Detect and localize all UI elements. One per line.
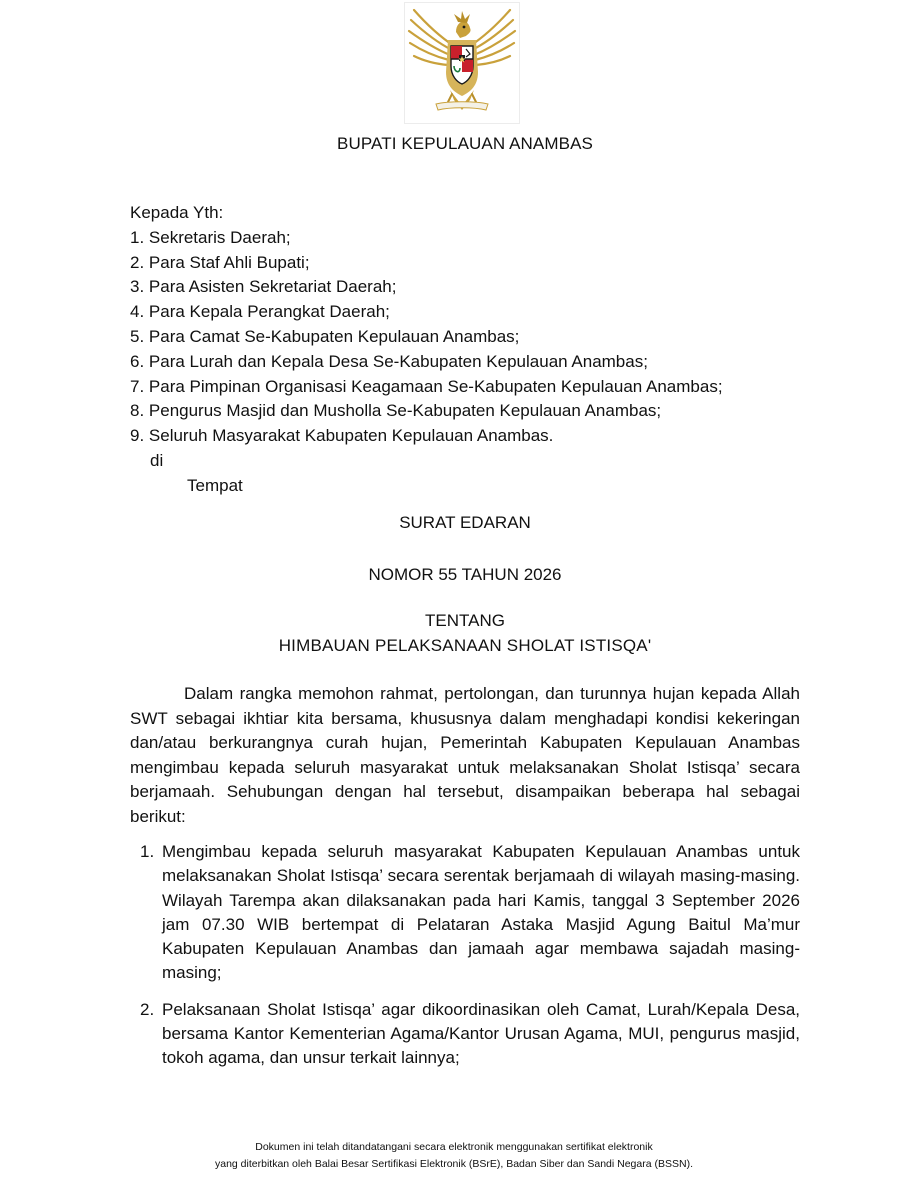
points-list [140, 840, 800, 1083]
issuer-title: BUPATI KEPULAUAN ANAMBAS [337, 134, 593, 153]
recipient-item: 8. Pengurus Masjid dan Musholla Se-Kabupaten Kepulauan Anambas; [130, 401, 662, 421]
list-item-number: 1. [140, 842, 155, 861]
document-subject: HIMBAUAN PELAKSANAAN SHOLAT ISTISQA' [278, 636, 652, 655]
addressee-di: di [150, 450, 164, 470]
addressee-block [130, 201, 723, 499]
recipient-item: 1. Sekretaris Daerah; [130, 227, 291, 247]
list-item-text: Mengimbau kepada seluruh masyarakat Kabupaten Kepulauan Anambas untuk melaksanakan Sholat Istisqa’ secara serentak berjamaah di wilayah masing-masing. Wilayah Tarempa akan dilaksanakan pada hari Kamis, tanggal 3 September 2026 jam 07.30 WIB bertempat di Pelataran Astaka Masjid Agung Baitul Ma’mur Kabupaten Kepulauan Anambas dan jamaah agar membawa sajadah masing-masing; [162, 842, 800, 983]
e-signature-footer [0, 1139, 908, 1173]
footer-line-2: yang diterbitkan oleh Balai Besar Sertifikasi Elektronik (BSrE), Badan Siber dan Sandi Negara (BSSN). [215, 1158, 693, 1170]
list-item [140, 998, 800, 1071]
document-type: SURAT EDARAN [399, 513, 531, 532]
recipient-item: 2. Para Staf Ahli Bupati; [130, 252, 310, 272]
addressee-greeting: Kepada Yth: [130, 203, 224, 222]
footer-line-1: Dokumen ini telah ditandatangani secara elektronik menggunakan sertifikat elektronik [255, 1141, 653, 1153]
list-item [140, 840, 800, 986]
list-item-number: 2. [140, 999, 155, 1019]
recipient-item: 7. Para Pimpinan Organisasi Keagamaan Se-Kabupaten Kepulauan Anambas; [130, 376, 723, 396]
document-number: NOMOR 55 TAHUN 2026 [368, 565, 562, 584]
recipient-item: 3. Para Asisten Sekretariat Daerah; [130, 277, 397, 297]
recipient-item: 4. Para Kepala Perangkat Daerah; [130, 302, 390, 322]
addressee-tempat: Tempat [187, 475, 243, 495]
recipient-item: 9. Seluruh Masyarakat Kabupaten Kepulauan Anambas. [130, 426, 554, 446]
list-item-text: Pelaksanaan Sholat Istisqa’ agar dikoordinasikan oleh Camat, Lurah/Kepala Desa, bersama Kantor Kementerian Agama/Kantor Urusan Agama, MUI, pengurus masjid, tokoh agama, dan unsur terkait lainnya; [162, 999, 800, 1068]
intro-paragraph: Dalam rangka memohon rahmat, pertolongan, dan turunnya hujan kepada Allah SWT sebagai ikhtiar kita bersama, khususnya dalam menghadapi kondisi kekeringan dan/atau berkurangnya curah hujan, Pemerintah Kabupaten Kepulauan Anambas mengimbau kepada seluruh masyarakat untuk melaksanakan Sholat Istisqa’ secara berjamaah. Sehubungan dengan hal tersebut, disampaikan beberapa hal sebagai berikut: [130, 684, 800, 826]
garuda-emblem [404, 2, 520, 124]
recipient-item: 5. Para Camat Se-Kabupaten Kepulauan Anambas; [130, 326, 520, 346]
recipient-item: 6. Para Lurah dan Kepala Desa Se-Kabupaten Kepulauan Anambas; [130, 351, 648, 371]
document-about: TENTANG [425, 611, 505, 630]
